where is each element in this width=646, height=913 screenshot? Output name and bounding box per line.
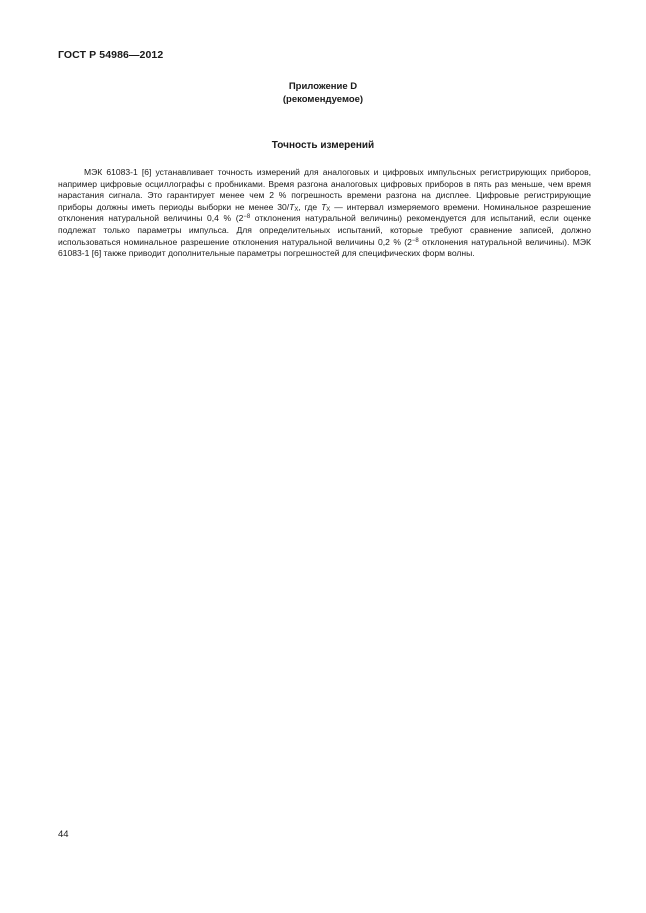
subscript-x: X xyxy=(294,206,299,213)
variable-t: T xyxy=(289,201,295,212)
exponent: −8 xyxy=(411,237,419,244)
body-text-part: отклонения натуральной величины). МЭК 61083-1 [6] также приводит дополнительные параметры погрешностей для специфических форм волны. xyxy=(58,236,591,259)
page-number: 44 xyxy=(58,829,69,840)
section-title: Точность измерений xyxy=(271,140,375,151)
annex-status: (рекомендуемое) xyxy=(282,94,364,105)
body-paragraph xyxy=(58,167,591,260)
subscript-x: X xyxy=(326,206,331,213)
body-text-part: — интервал измеряемого времени. Номинальное разрешение отклонения натуральной величины 0,4 % (2 xyxy=(58,201,591,224)
body-text-part: , где xyxy=(298,201,322,212)
standard-code-header: ГОСТ Р 54986—2012 xyxy=(58,49,164,61)
exponent: −8 xyxy=(243,214,251,221)
variable-t: T xyxy=(321,201,327,212)
body-text-part: МЭК 61083-1 [6] устанавливает точность измерений для аналоговых и цифровых импульсных регистрирующих приборов, например цифровые осциллографы с пробниками. Время разгона аналоговых цифровых приборов в пять раз меньше, чем время нарастания сигнала. Это гарантирует менее чем 2 % погрешность времени разгона на дисплее. Цифровые регистрирующие приборы должны иметь периоды выборки не менее 30/ xyxy=(58,167,591,212)
annex-title: Приложение D xyxy=(288,81,358,92)
body-text-part: отклонения натуральной величины) рекомендуется для испытаний, если оценке подлежат только параметры импульса. Для определительных испытаний, которые требуют сравнение записей, должно использоваться номинальное разрешение отклонения натуральной величины 0,2 % (2 xyxy=(58,213,591,247)
